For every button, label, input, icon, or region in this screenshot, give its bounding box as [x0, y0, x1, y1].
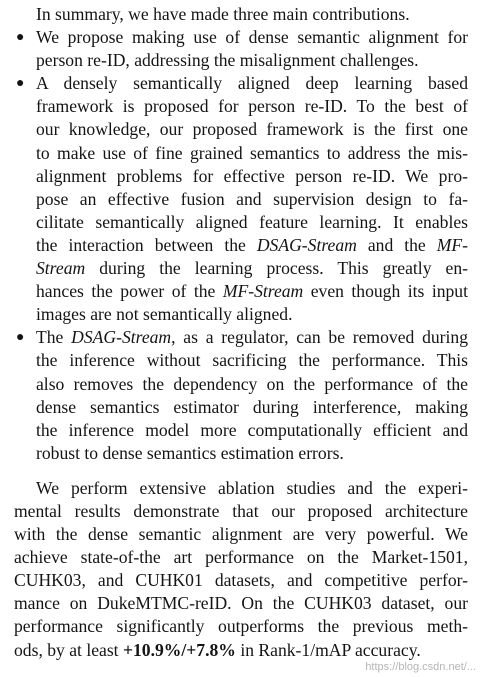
contribution-3-line: dense semantics estimator during interference, making: [36, 396, 468, 417]
closing-line: mental results demonstrate that our proposed architecture: [14, 500, 468, 521]
dsag-stream-term: DSAG-Stream: [71, 327, 172, 348]
improvement-figure: +10.9%/+7.8%: [122, 639, 236, 660]
closing-line: performance significantly outperforms the previous meth-: [14, 616, 468, 637]
contribution-1-line: ● We propose making use of dense semantic alignment for: [14, 26, 468, 49]
mf-stream-term: MF-: [436, 234, 469, 255]
contribution-3: [14, 326, 468, 465]
closing-line: We perform extensive ablation studies and the experi-: [36, 477, 468, 498]
contribution-2-line: framework is proposed for person re-ID. To the best of: [36, 96, 468, 117]
closing-line: ods, by at least +10.9%/+7.8% in Rank-1/mAP accuracy.: [14, 639, 421, 660]
bullet-icon: ●: [16, 76, 25, 92]
contribution-2-line: to make use of fine grained semantics to address the mis-: [36, 142, 468, 163]
contribution-3-line: the inference model more computationally efficient and: [36, 419, 468, 440]
contribution-3-line: the inference without sacrificing the performance. This: [36, 350, 468, 371]
bullet-icon: ●: [16, 30, 25, 46]
dsag-stream-term: DSAG-Stream: [256, 234, 357, 255]
contribution-2-line: the interaction between the DSAG-Stream and the MF-: [36, 234, 469, 255]
contribution-1-line: person re-ID, addressing the misalignment challenges.: [36, 50, 419, 71]
contribution-2-line: ● A densely semantically aligned deep learning based: [14, 72, 468, 95]
mf-stream-term: MF-Stream: [222, 281, 304, 302]
contribution-2-line: our knowledge, our proposed framework is the first one: [36, 119, 468, 140]
contribution-2-line: pose an effective fusion and supervision design to fa-: [36, 188, 468, 209]
contribution-2-line: Stream during the learning process. This greatly en-: [36, 258, 468, 279]
source-watermark: https://blog.csdn.net/...: [365, 661, 476, 673]
contribution-3-line: also removes the dependency on the performance of the: [36, 373, 468, 394]
closing-line: with the dense semantic alignment are very powerful. We: [14, 524, 468, 545]
contribution-2-line: hances the power of the MF-Stream even though its input: [36, 281, 468, 302]
contribution-2-line: images are not semantically aligned.: [36, 304, 293, 325]
intro-sentence: In summary, we have made three main contributions.: [36, 4, 410, 24]
bullet-icon: ●: [16, 330, 25, 346]
contribution-2: [14, 72, 468, 326]
closing-line: mance on DukeMTMC-reID. On the CUHK03 dataset, our: [14, 593, 468, 614]
contribution-3-line: robust to dense semantics estimation errors.: [36, 442, 344, 463]
mf-stream-term-cont: Stream: [36, 258, 86, 279]
contribution-3-line: ● The DSAG-Stream, as a regulator, can be removed during: [14, 326, 468, 349]
closing-line: CUHK03, and CUHK01 datasets, and competitive perfor-: [14, 570, 468, 591]
closing-paragraph: [14, 477, 468, 662]
contribution-1: [14, 26, 468, 72]
closing-line: achieve state-of-the art performance on the Market-1501,: [14, 547, 468, 568]
contribution-2-line: cilitate semantically aligned feature learning. It enables: [36, 211, 468, 232]
contribution-2-line: alignment problems for effective person re-ID. We pro-: [36, 165, 468, 186]
